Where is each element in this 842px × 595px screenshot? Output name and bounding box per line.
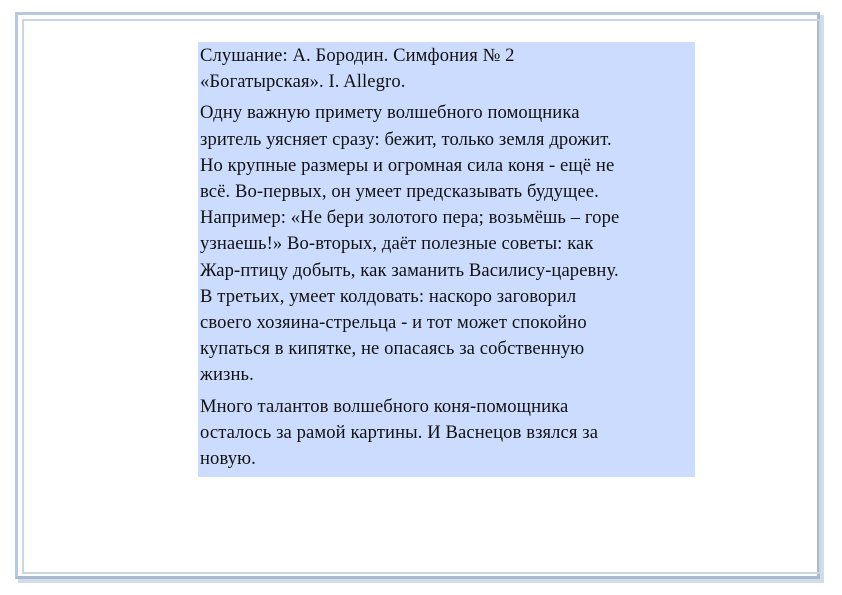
paragraph-line: осталось за рамой картины. И Васнецов взялся за (200, 421, 599, 443)
slide-title (200, 43, 691, 95)
paragraph-1 (200, 100, 691, 388)
paragraph-line: своего хозяина-стрельца - и тот может спокойно (200, 312, 587, 334)
paragraph-line: Одну важную примету волшебного помощника (200, 102, 580, 124)
frame-shadow-bottom (18, 579, 824, 583)
paragraph-line: узнаешь!» Во-вторых, даёт полезные советы: как (200, 233, 594, 255)
title-line: «Богатырская». I. Allegro. (200, 71, 406, 93)
title-line: Слушание: А. Бородин. Симфония № 2 (200, 45, 515, 66)
paragraph-line: Жар-птицу добыть, как заманить Василису-царевну. (200, 259, 619, 281)
paragraph-line: Например: «Не бери золотого пера; возьмёшь – горе (200, 207, 620, 229)
paragraph-line: В третьих, умеет колдовать: наскоро заговорил (200, 285, 577, 307)
paragraph-line: новую. (200, 448, 256, 470)
paragraph-line: купаться в кипятке, не опасаясь за собственную (200, 338, 585, 360)
text-box (198, 42, 695, 477)
paragraph-line: зритель уясняет сразу: бежит, только земля дрожит. (200, 128, 612, 150)
paragraph-line: всё. Во-первых, он умеет предсказывать будущее. (200, 181, 599, 203)
paragraph-2 (200, 394, 691, 473)
paragraph-line: жизнь. (200, 364, 254, 386)
paragraph-line: Но крупные размеры и огромная сила коня - ещё не (200, 154, 615, 176)
paragraph-line: Много талантов волшебного коня-помощника (200, 395, 569, 417)
